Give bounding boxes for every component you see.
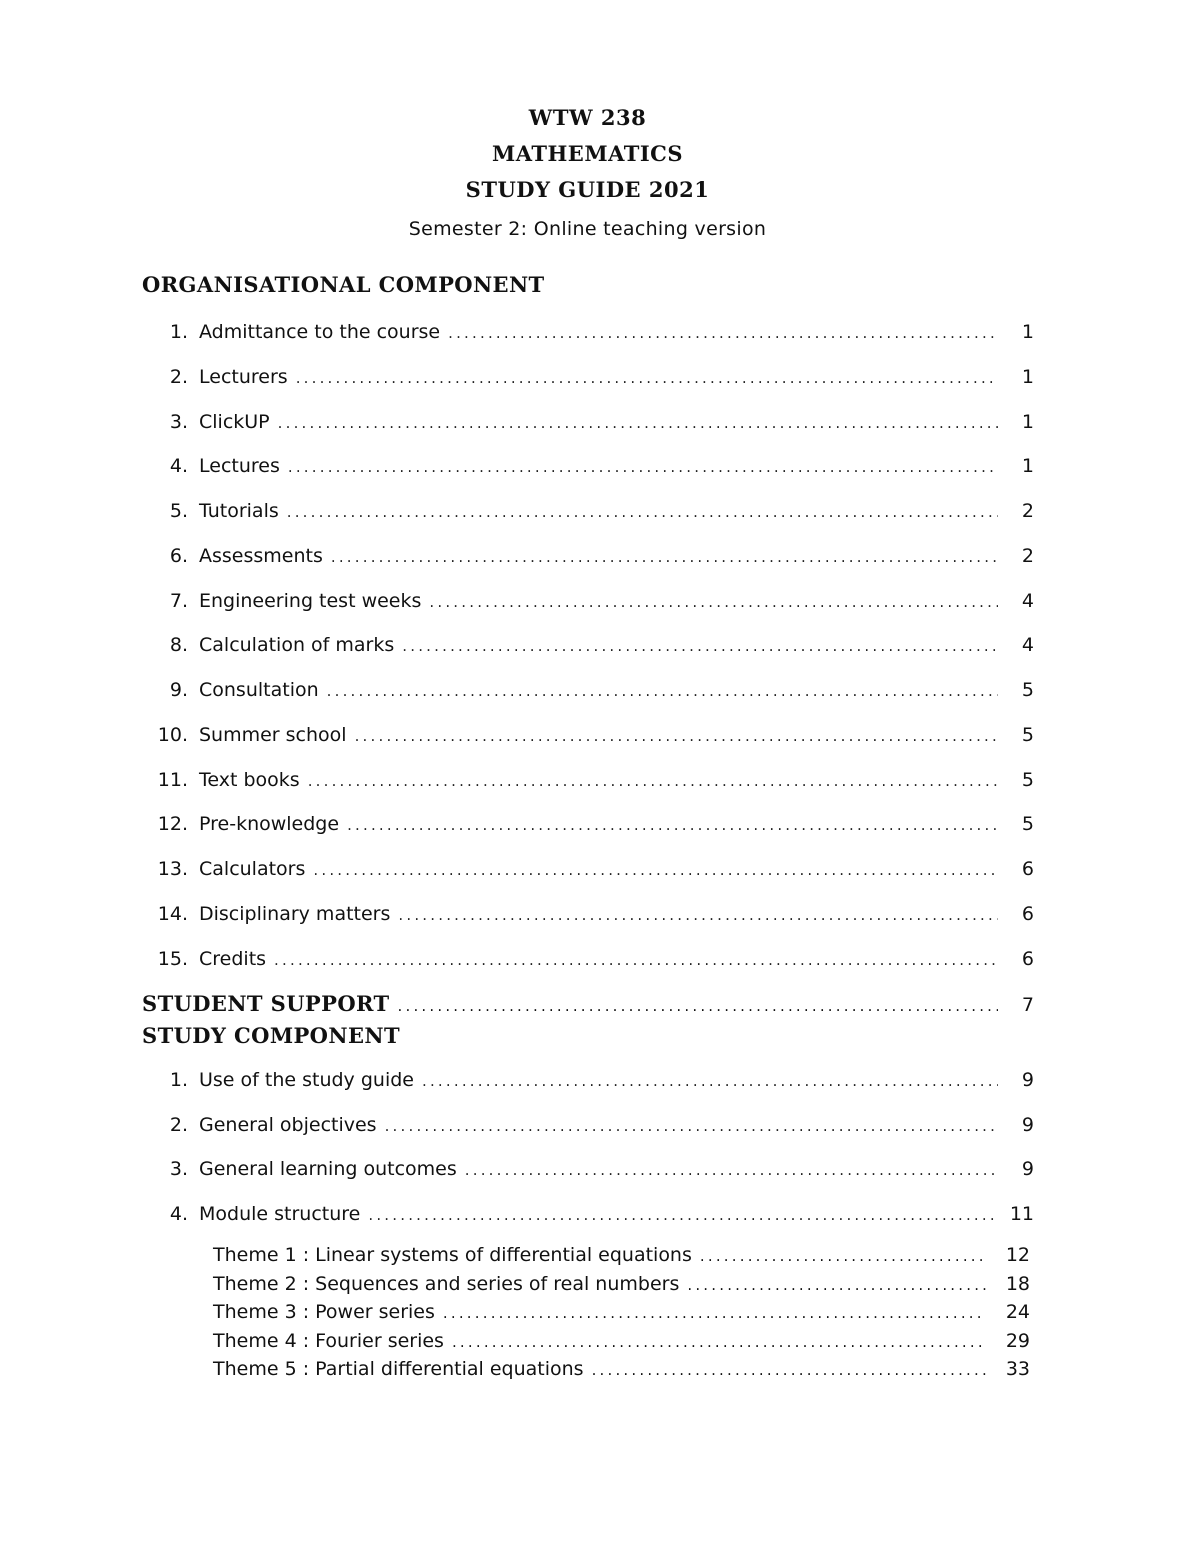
dot-leader bbox=[288, 454, 998, 480]
student-support-entry[interactable] bbox=[142, 991, 1034, 1017]
toc-page: 6 bbox=[1021, 948, 1034, 970]
toc-label: Summer school bbox=[199, 724, 347, 746]
dot-leader bbox=[331, 544, 998, 570]
toc-entry[interactable] bbox=[150, 409, 1034, 435]
toc-number: 4. bbox=[169, 455, 188, 477]
guide-title: STUDY GUIDE 2021 bbox=[465, 177, 710, 202]
toc-label: Consultation bbox=[199, 679, 319, 701]
study-heading: STUDY COMPONENT bbox=[142, 1023, 400, 1048]
toc-entry[interactable] bbox=[150, 588, 1034, 614]
dot-leader bbox=[429, 589, 998, 615]
toc-page: 9 bbox=[1021, 1158, 1034, 1180]
toc-page: 1 bbox=[1021, 366, 1034, 388]
toc-number: 9. bbox=[169, 679, 188, 701]
toc-entry[interactable] bbox=[150, 319, 1034, 345]
dot-leader bbox=[355, 723, 998, 749]
theme-label: Theme 5 : Partial differential equations bbox=[213, 1358, 584, 1380]
toc-label: Lectures bbox=[199, 455, 280, 477]
toc-label: Disciplinary matters bbox=[199, 903, 391, 925]
toc-label: General objectives bbox=[199, 1114, 377, 1136]
theme-label: Theme 3 : Power series bbox=[213, 1301, 435, 1323]
theme-label: Theme 4 : Fourier series bbox=[213, 1330, 444, 1352]
dot-leader bbox=[308, 768, 998, 794]
toc-label: Engineering test weeks bbox=[199, 590, 422, 612]
toc-number: 12. bbox=[157, 813, 188, 835]
dot-leader bbox=[687, 1272, 986, 1298]
toc-label: Module structure bbox=[199, 1203, 361, 1225]
toc-entry[interactable] bbox=[150, 498, 1034, 524]
toc-number: 6. bbox=[169, 545, 188, 567]
dot-leader bbox=[327, 678, 998, 704]
toc-number: 1. bbox=[169, 1069, 188, 1091]
dot-leader bbox=[592, 1357, 986, 1383]
semester-subtitle: Semester 2: Online teaching version bbox=[408, 218, 767, 240]
toc-page: 5 bbox=[1021, 769, 1034, 791]
student-support-label: STUDENT SUPPORT bbox=[142, 991, 390, 1016]
dot-leader bbox=[287, 499, 998, 525]
toc-number: 4. bbox=[169, 1203, 188, 1225]
toc-entry[interactable] bbox=[150, 453, 1034, 479]
toc-label: Admittance to the course bbox=[199, 321, 441, 343]
course-code: WTW 238 bbox=[528, 105, 647, 130]
toc-entry[interactable] bbox=[150, 364, 1034, 390]
toc-page: 29 bbox=[1005, 1330, 1030, 1352]
toc-number: 1. bbox=[169, 321, 188, 343]
toc-label: Tutorials bbox=[199, 500, 279, 522]
dot-leader bbox=[448, 320, 998, 346]
toc-page: 9 bbox=[1021, 1069, 1034, 1091]
toc-page: 5 bbox=[1021, 724, 1034, 746]
theme-entry[interactable] bbox=[213, 1356, 1030, 1382]
toc-label: Use of the study guide bbox=[199, 1069, 414, 1091]
toc-number: 14. bbox=[157, 903, 188, 925]
toc-number: 3. bbox=[169, 1158, 188, 1180]
toc-page: 7 bbox=[1021, 994, 1034, 1016]
toc-page: 4 bbox=[1021, 634, 1034, 656]
subject-title: MATHEMATICS bbox=[491, 141, 684, 166]
toc-number: 13. bbox=[157, 858, 188, 880]
toc-number: 7. bbox=[169, 590, 188, 612]
toc-page: 1 bbox=[1021, 321, 1034, 343]
toc-label: Text books bbox=[199, 769, 300, 791]
toc-entry[interactable] bbox=[150, 901, 1034, 927]
toc-label: Credits bbox=[199, 948, 267, 970]
toc-label: General learning outcomes bbox=[199, 1158, 457, 1180]
toc-entry[interactable] bbox=[150, 677, 1034, 703]
toc-entry[interactable] bbox=[150, 722, 1034, 748]
toc-label: Assessments bbox=[199, 545, 323, 567]
organisational-heading: ORGANISATIONAL COMPONENT bbox=[142, 272, 545, 297]
dot-leader bbox=[398, 993, 998, 1019]
toc-page: 5 bbox=[1021, 679, 1034, 701]
toc-page: 18 bbox=[1005, 1273, 1030, 1295]
toc-number: 2. bbox=[169, 366, 188, 388]
toc-page: 9 bbox=[1021, 1114, 1034, 1136]
toc-number: 5. bbox=[169, 500, 188, 522]
dot-leader bbox=[398, 902, 998, 928]
theme-entry[interactable] bbox=[213, 1299, 1030, 1325]
toc-label: Calculators bbox=[199, 858, 306, 880]
toc-page: 6 bbox=[1021, 858, 1034, 880]
dot-leader bbox=[385, 1113, 998, 1139]
toc-number: 15. bbox=[157, 948, 188, 970]
toc-number: 8. bbox=[169, 634, 188, 656]
toc-page: 24 bbox=[1005, 1301, 1030, 1323]
theme-label: Theme 1 : Linear systems of differential equations bbox=[213, 1244, 692, 1266]
dot-leader bbox=[278, 410, 998, 436]
dot-leader bbox=[368, 1202, 998, 1228]
toc-number: 11. bbox=[157, 769, 188, 791]
toc-page: 11 bbox=[1009, 1203, 1034, 1225]
toc-number: 10. bbox=[157, 724, 188, 746]
theme-entry[interactable] bbox=[213, 1242, 1030, 1268]
toc-label: ClickUP bbox=[199, 411, 270, 433]
dot-leader bbox=[274, 947, 998, 973]
toc-page: 12 bbox=[1005, 1244, 1030, 1266]
toc-number: 3. bbox=[169, 411, 188, 433]
dot-leader bbox=[402, 633, 998, 659]
toc-entry[interactable] bbox=[150, 767, 1034, 793]
toc-entry[interactable] bbox=[150, 856, 1034, 882]
dot-leader bbox=[296, 365, 998, 391]
theme-label: Theme 2 : Sequences and series of real numbers bbox=[213, 1273, 680, 1295]
toc-page: 2 bbox=[1021, 545, 1034, 567]
toc-page: 1 bbox=[1021, 455, 1034, 477]
toc-page: 4 bbox=[1021, 590, 1034, 612]
dot-leader bbox=[452, 1329, 986, 1355]
theme-entry[interactable] bbox=[213, 1271, 1030, 1297]
toc-page: 6 bbox=[1021, 903, 1034, 925]
toc-label: Lecturers bbox=[199, 366, 288, 388]
theme-entry[interactable] bbox=[213, 1328, 1030, 1354]
toc-entry[interactable] bbox=[150, 1112, 1034, 1138]
toc-entry[interactable] bbox=[150, 946, 1034, 972]
toc-entry[interactable] bbox=[150, 811, 1034, 837]
toc-label: Pre-knowledge bbox=[199, 813, 340, 835]
dot-leader bbox=[313, 857, 998, 883]
dot-leader bbox=[700, 1243, 986, 1269]
toc-page: 33 bbox=[1005, 1358, 1030, 1380]
toc-entry[interactable] bbox=[150, 632, 1034, 658]
dot-leader bbox=[443, 1300, 986, 1326]
toc-number: 2. bbox=[169, 1114, 188, 1136]
toc-entry[interactable] bbox=[150, 1201, 1034, 1227]
toc-entry[interactable] bbox=[150, 1067, 1034, 1093]
toc-page: 2 bbox=[1021, 500, 1034, 522]
toc-page: 5 bbox=[1021, 813, 1034, 835]
dot-leader bbox=[347, 812, 998, 838]
dot-leader bbox=[422, 1068, 998, 1094]
toc-page: 1 bbox=[1021, 411, 1034, 433]
toc-label: Calculation of marks bbox=[199, 634, 395, 656]
toc-entry[interactable] bbox=[150, 543, 1034, 569]
toc-entry[interactable] bbox=[150, 1156, 1034, 1182]
dot-leader bbox=[465, 1157, 998, 1183]
